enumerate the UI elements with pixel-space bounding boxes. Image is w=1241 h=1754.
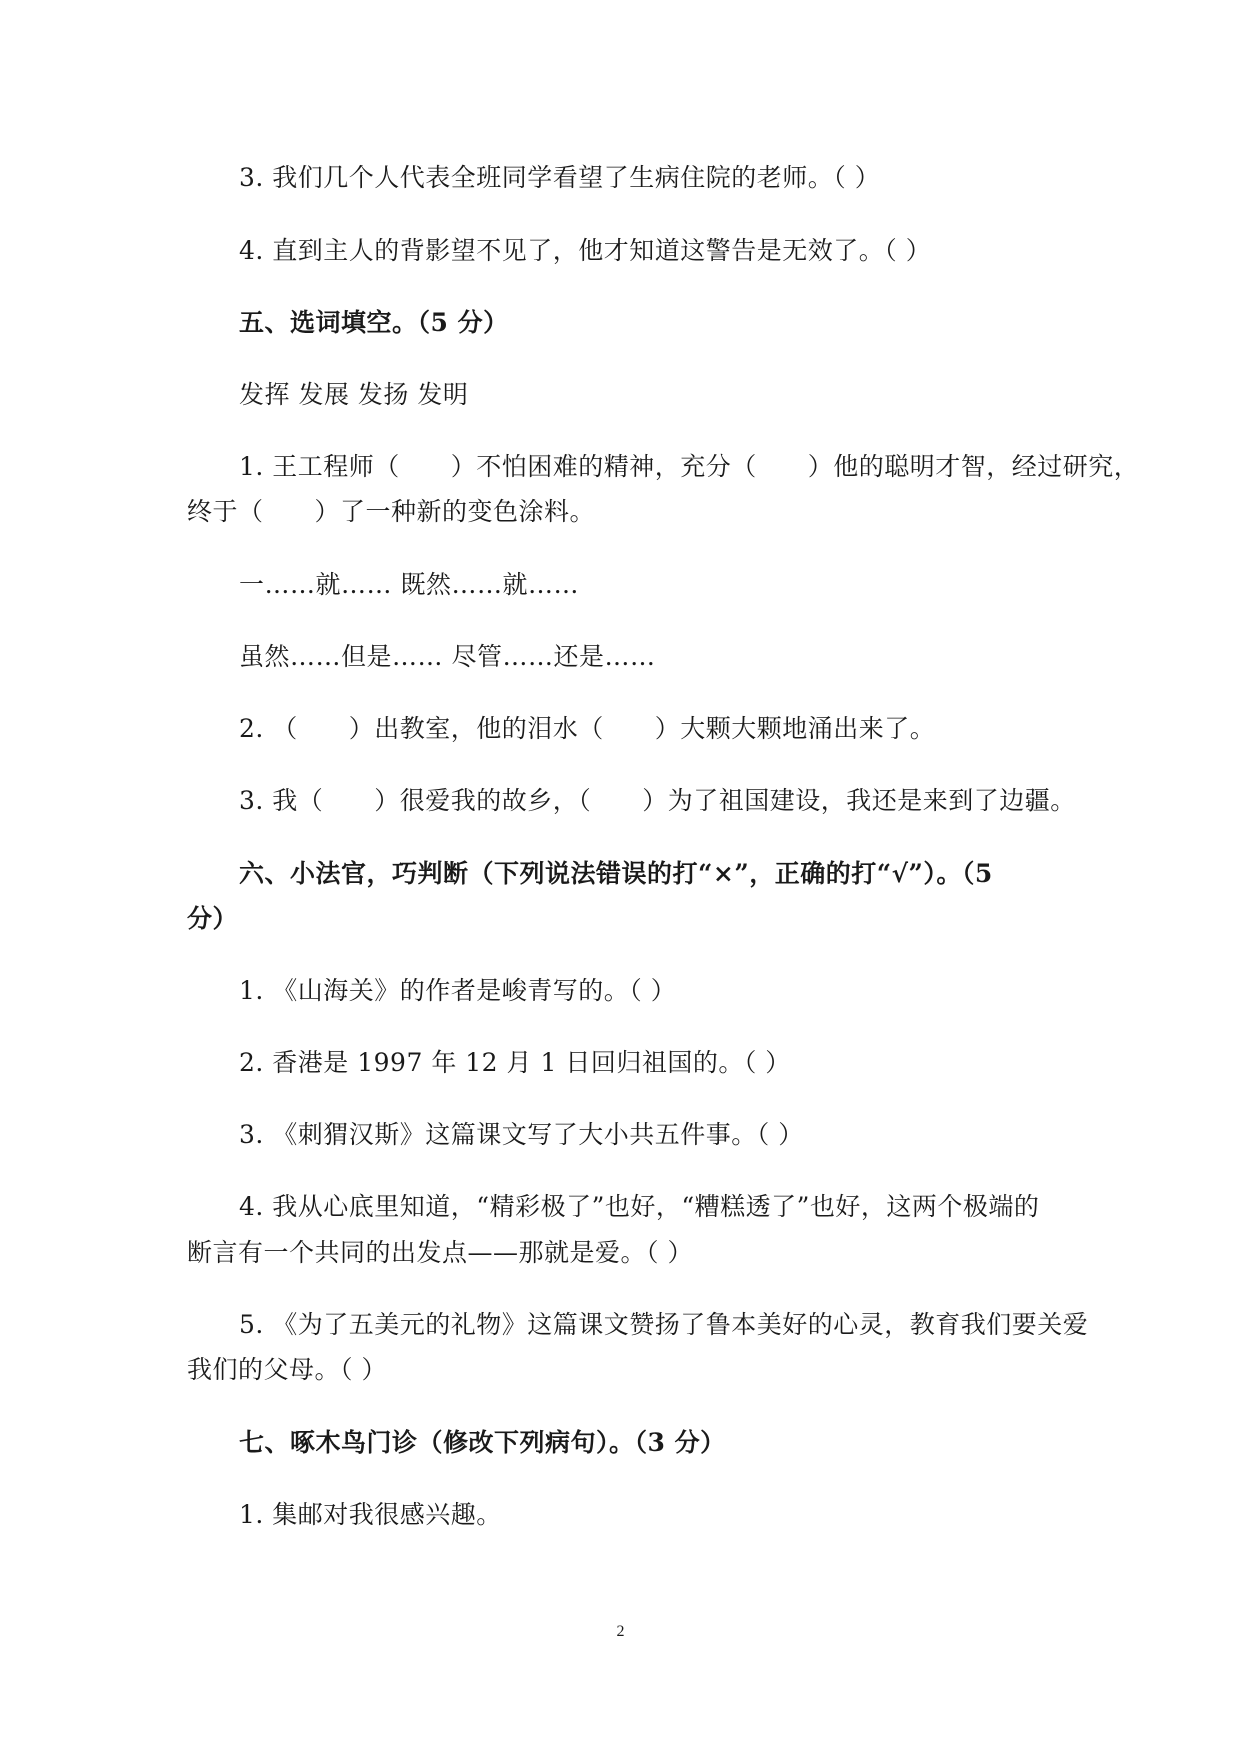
section5-item3: 3. 我（ ）很爱我的故乡，（ ）为了祖国建设，我还是来到了边疆。 [239, 786, 1076, 815]
section5-heading: 五、选词填空。（5 分） [239, 308, 509, 337]
section6-item3: 3. 《刺猬汉斯》这篇课文写了大小共五件事。（ ） [239, 1120, 804, 1149]
section6-heading-line1: 六、小法官，巧判断（下列说法错误的打“×”，正确的打“√”）。（5 [239, 859, 993, 888]
section6-item1: 1. 《山海关》的作者是峻青写的。（ ） [239, 976, 677, 1005]
section7-item1: 1. 集邮对我很感兴趣。 [239, 1500, 502, 1529]
section4-item3: 3. 我们几个人代表全班同学看望了生病住院的老师。（ ） [239, 163, 881, 192]
section7-heading: 七、啄木鸟门诊（修改下列病句）。（3 分） [239, 1428, 726, 1457]
section6-item4-line1: 4. 我从心底里知道，“精彩极了”也好，“糟糕透了”也好，这两个极端的 [239, 1192, 1040, 1221]
page-number: 2 [616, 1623, 625, 1640]
section6-heading-line2: 分） [187, 904, 239, 933]
section5-item1-line1: 1. 王工程师（ ）不怕困难的精神，充分（ ）他的聪明才智，经过研究， [239, 452, 1140, 481]
section5-item1-line2: 终于（ ）了一种新的变色涂料。 [187, 497, 596, 526]
section6-item5-line1: 5. 《为了五美元的礼物》这篇课文赞扬了鲁本美好的心灵，教育我们要关爱 [239, 1310, 1089, 1339]
section6-item4-line2: 断言有一个共同的出发点——那就是爱。（ ） [187, 1238, 693, 1267]
section6-item5-line2: 我们的父母。（ ） [187, 1355, 387, 1384]
section5-word-bank-2-line2: 虽然……但是…… 尽管……还是…… [239, 642, 656, 671]
section5-item2: 2. （ ）出教室，他的泪水（ ）大颗大颗地涌出来了。 [239, 714, 936, 743]
section5-word-bank-2-line1: 一……就…… 既然……就…… [239, 570, 579, 599]
section6-item2: 2. 香港是 1997 年 12 月 1 日回归祖国的。（ ） [239, 1048, 791, 1077]
section4-item4: 4. 直到主人的背影望不见了，他才知道这警告是无效了。（ ） [239, 236, 932, 265]
section5-word-bank-1: 发挥 发展 发扬 发明 [239, 380, 469, 409]
